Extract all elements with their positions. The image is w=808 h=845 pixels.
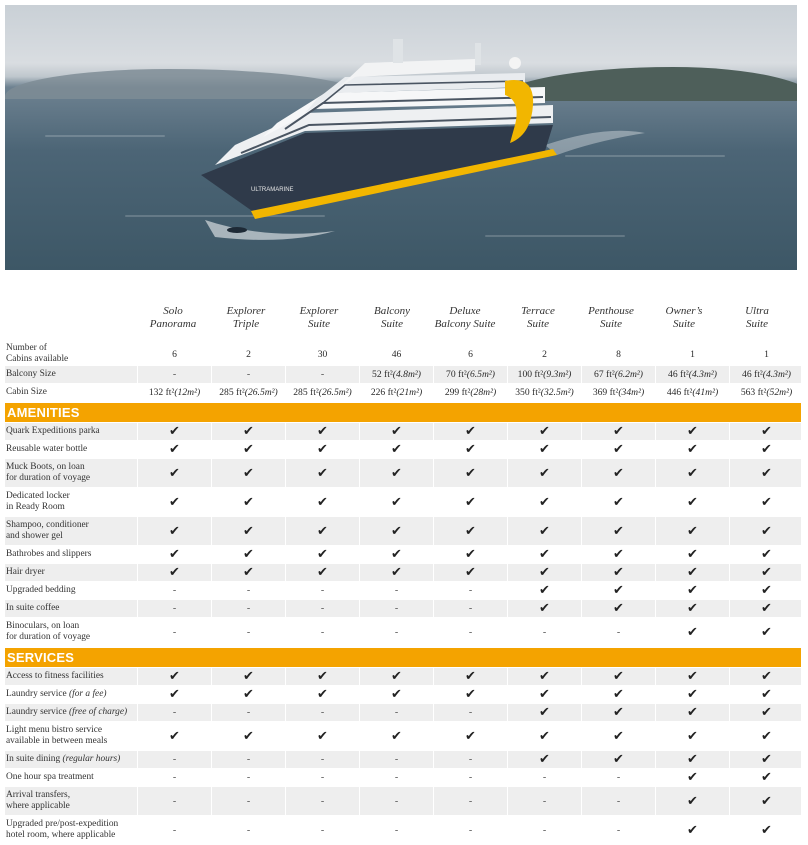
row-label-note: (free of charge)	[69, 707, 128, 717]
not-included-dash: -	[137, 816, 211, 844]
row-label: In suite coffee	[6, 603, 60, 613]
included-check-icon: ✔	[581, 441, 655, 458]
included-check-icon: ✔	[655, 600, 729, 617]
spec-cell: 446 ft² (41m²)	[655, 384, 729, 401]
not-included-dash: -	[581, 618, 655, 646]
included-check-icon: ✔	[729, 517, 803, 545]
feature-row	[5, 686, 801, 704]
included-check-icon: ✔	[581, 582, 655, 599]
included-check-icon: ✔	[729, 704, 803, 721]
included-check-icon: ✔	[285, 564, 359, 581]
spec-cell: 67 ft² (6.2m²)	[581, 366, 655, 383]
included-check-icon: ✔	[433, 546, 507, 563]
feature-row	[5, 488, 801, 517]
included-check-icon: ✔	[137, 722, 211, 750]
included-check-icon: ✔	[433, 441, 507, 458]
included-check-icon: ✔	[211, 441, 285, 458]
feature-row	[5, 751, 801, 769]
row-label: Cabin Size	[6, 387, 47, 397]
not-included-dash: -	[433, 769, 507, 786]
included-check-icon: ✔	[507, 459, 581, 487]
included-check-icon: ✔	[211, 722, 285, 750]
included-check-icon: ✔	[137, 686, 211, 703]
not-included-dash: -	[137, 600, 211, 617]
spec-cell: 2	[211, 343, 285, 365]
row-label: Quark Expeditions parka	[6, 426, 100, 436]
not-included-dash: -	[581, 787, 655, 815]
included-check-icon: ✔	[211, 564, 285, 581]
included-check-icon: ✔	[655, 423, 729, 440]
not-included-dash: -	[581, 769, 655, 786]
feature-row	[5, 459, 801, 488]
included-check-icon: ✔	[655, 816, 729, 844]
included-check-icon: ✔	[211, 686, 285, 703]
included-check-icon: ✔	[507, 751, 581, 768]
feature-row	[5, 722, 801, 751]
spec-cell: 132 ft² (12m²)	[137, 384, 211, 401]
spec-cell: 6	[137, 343, 211, 365]
row-label: Dedicated locker in Ready Room	[6, 491, 70, 512]
included-check-icon: ✔	[507, 722, 581, 750]
not-included-dash: -	[211, 751, 285, 768]
not-included-dash: -	[211, 769, 285, 786]
not-included-dash: -	[359, 816, 433, 844]
included-check-icon: ✔	[433, 517, 507, 545]
row-label: Bathrobes and slippers	[6, 549, 92, 559]
cabin-header-row	[5, 305, 801, 343]
included-check-icon: ✔	[729, 722, 803, 750]
included-check-icon: ✔	[655, 751, 729, 768]
ship-photo	[5, 5, 797, 270]
not-included-dash: -	[359, 582, 433, 599]
spec-cell: -	[211, 366, 285, 383]
spec-cell: 6	[433, 343, 507, 365]
spec-cell: 2	[507, 343, 581, 365]
cabin-header: Balcony Suite	[373, 305, 411, 330]
feature-row	[5, 618, 801, 647]
included-check-icon: ✔	[211, 546, 285, 563]
included-check-icon: ✔	[137, 488, 211, 516]
included-check-icon: ✔	[285, 668, 359, 685]
spec-cell: 1	[729, 343, 803, 365]
spec-cell: 46 ft² (4.3m²)	[729, 366, 803, 383]
spec-cell: 100 ft² (9.3m²)	[507, 366, 581, 383]
row-label: Number of Cabins available	[6, 343, 69, 364]
not-included-dash: -	[285, 769, 359, 786]
not-included-dash: -	[137, 704, 211, 721]
cabin-header: Penthouse Suite	[588, 305, 634, 330]
included-check-icon: ✔	[285, 441, 359, 458]
row-label: Arrival transfers, where applicable	[6, 790, 71, 811]
included-check-icon: ✔	[729, 668, 803, 685]
feature-row	[5, 769, 801, 787]
included-check-icon: ✔	[729, 564, 803, 581]
included-check-icon: ✔	[507, 704, 581, 721]
row-label: Laundry service (free of charge)	[6, 707, 128, 717]
included-check-icon: ✔	[655, 686, 729, 703]
not-included-dash: -	[211, 816, 285, 844]
included-check-icon: ✔	[729, 816, 803, 844]
not-included-dash: -	[137, 787, 211, 815]
row-label: Light menu bistro service available in between meals	[6, 725, 108, 746]
included-check-icon: ✔	[285, 722, 359, 750]
included-check-icon: ✔	[729, 582, 803, 599]
spec-cell: 8	[581, 343, 655, 365]
included-check-icon: ✔	[729, 546, 803, 563]
not-included-dash: -	[211, 618, 285, 646]
included-check-icon: ✔	[581, 564, 655, 581]
included-check-icon: ✔	[507, 546, 581, 563]
features-sections	[5, 403, 801, 845]
row-label-note: (regular hours)	[62, 754, 121, 764]
not-included-dash: -	[359, 769, 433, 786]
not-included-dash: -	[507, 787, 581, 815]
not-included-dash: -	[137, 769, 211, 786]
not-included-dash: -	[359, 751, 433, 768]
included-check-icon: ✔	[285, 686, 359, 703]
not-included-dash: -	[433, 704, 507, 721]
cabin-header: Explorer Suite	[299, 305, 339, 330]
included-check-icon: ✔	[433, 564, 507, 581]
included-check-icon: ✔	[655, 668, 729, 685]
ship-illustration	[5, 5, 797, 270]
included-check-icon: ✔	[359, 459, 433, 487]
row-label: In suite dining (regular hours)	[6, 754, 121, 764]
not-included-dash: -	[211, 582, 285, 599]
not-included-dash: -	[211, 704, 285, 721]
feature-row	[5, 787, 801, 816]
included-check-icon: ✔	[581, 600, 655, 617]
included-check-icon: ✔	[285, 488, 359, 516]
included-check-icon: ✔	[655, 722, 729, 750]
spec-row	[5, 366, 801, 384]
included-check-icon: ✔	[581, 722, 655, 750]
included-check-icon: ✔	[581, 517, 655, 545]
included-check-icon: ✔	[581, 668, 655, 685]
section-title: SERVICES	[7, 650, 75, 665]
included-check-icon: ✔	[359, 423, 433, 440]
not-included-dash: -	[285, 751, 359, 768]
row-label: Access to fitness facilities	[6, 671, 104, 681]
included-check-icon: ✔	[359, 546, 433, 563]
included-check-icon: ✔	[655, 546, 729, 563]
not-included-dash: -	[433, 751, 507, 768]
section-band	[5, 403, 801, 422]
spec-cell: -	[137, 366, 211, 383]
not-included-dash: -	[285, 787, 359, 815]
ship-name: ULTRAMARINE	[251, 187, 294, 193]
spec-row	[5, 343, 801, 366]
included-check-icon: ✔	[729, 459, 803, 487]
included-check-icon: ✔	[655, 769, 729, 786]
included-check-icon: ✔	[655, 517, 729, 545]
included-check-icon: ✔	[507, 600, 581, 617]
not-included-dash: -	[285, 816, 359, 844]
feature-row	[5, 546, 801, 564]
spec-cell: 563 ft² (52m²)	[729, 384, 803, 401]
row-label: Balcony Size	[6, 369, 56, 379]
included-check-icon: ✔	[433, 722, 507, 750]
included-check-icon: ✔	[655, 618, 729, 646]
included-check-icon: ✔	[137, 546, 211, 563]
included-check-icon: ✔	[507, 423, 581, 440]
section-band	[5, 648, 801, 667]
included-check-icon: ✔	[137, 517, 211, 545]
included-check-icon: ✔	[359, 517, 433, 545]
cabin-header: Solo Panorama	[149, 305, 197, 330]
included-check-icon: ✔	[729, 787, 803, 815]
spec-cell: 299 ft² (28m²)	[433, 384, 507, 401]
row-label: Upgraded pre/post-expedition hotel room, where applicable	[6, 819, 119, 840]
included-check-icon: ✔	[655, 441, 729, 458]
included-check-icon: ✔	[581, 459, 655, 487]
spec-cell: 226 ft² (21m²)	[359, 384, 433, 401]
not-included-dash: -	[211, 600, 285, 617]
cabin-header: Terrace Suite	[521, 305, 555, 330]
spec-cell: 46	[359, 343, 433, 365]
included-check-icon: ✔	[211, 459, 285, 487]
included-check-icon: ✔	[137, 441, 211, 458]
included-check-icon: ✔	[729, 769, 803, 786]
not-included-dash: -	[433, 600, 507, 617]
feature-row	[5, 564, 801, 582]
feature-row	[5, 704, 801, 722]
included-check-icon: ✔	[507, 488, 581, 516]
included-check-icon: ✔	[285, 459, 359, 487]
not-included-dash: -	[433, 618, 507, 646]
included-check-icon: ✔	[137, 668, 211, 685]
not-included-dash: -	[359, 787, 433, 815]
section-title: AMENITIES	[7, 405, 80, 420]
cabin-header: Ultra Suite	[745, 305, 769, 330]
spec-cell: 1	[655, 343, 729, 365]
feature-row	[5, 600, 801, 618]
spec-row	[5, 384, 801, 402]
spec-cell: 30	[285, 343, 359, 365]
spec-cell: 52 ft² (4.8m²)	[359, 366, 433, 383]
row-label: Shampoo, conditioner and shower gel	[6, 520, 89, 541]
feature-row	[5, 517, 801, 546]
included-check-icon: ✔	[211, 488, 285, 516]
not-included-dash: -	[137, 751, 211, 768]
included-check-icon: ✔	[359, 564, 433, 581]
included-check-icon: ✔	[359, 488, 433, 516]
not-included-dash: -	[581, 816, 655, 844]
included-check-icon: ✔	[433, 488, 507, 516]
row-label: Muck Boots, on loan for duration of voyage	[6, 462, 91, 483]
included-check-icon: ✔	[729, 441, 803, 458]
feature-row	[5, 816, 801, 845]
feature-row	[5, 668, 801, 686]
included-check-icon: ✔	[655, 582, 729, 599]
included-check-icon: ✔	[655, 459, 729, 487]
cabin-comparison-table	[5, 305, 801, 845]
included-check-icon: ✔	[507, 668, 581, 685]
included-check-icon: ✔	[433, 423, 507, 440]
row-label: Laundry service (for a fee)	[6, 689, 107, 699]
spec-cell: 350 ft² (32.5m²)	[507, 384, 581, 401]
not-included-dash: -	[285, 704, 359, 721]
included-check-icon: ✔	[729, 618, 803, 646]
not-included-dash: -	[507, 769, 581, 786]
spec-cell: 285 ft² (26.5m²)	[285, 384, 359, 401]
included-check-icon: ✔	[211, 668, 285, 685]
row-label: Upgraded bedding	[6, 585, 76, 595]
included-check-icon: ✔	[507, 441, 581, 458]
included-check-icon: ✔	[507, 582, 581, 599]
included-check-icon: ✔	[359, 668, 433, 685]
included-check-icon: ✔	[433, 459, 507, 487]
not-included-dash: -	[285, 582, 359, 599]
cabin-header: Deluxe Balcony Suite	[434, 305, 496, 330]
included-check-icon: ✔	[729, 686, 803, 703]
spec-cell: 46 ft² (4.3m²)	[655, 366, 729, 383]
included-check-icon: ✔	[655, 488, 729, 516]
included-check-icon: ✔	[285, 517, 359, 545]
not-included-dash: -	[507, 618, 581, 646]
not-included-dash: -	[211, 787, 285, 815]
included-check-icon: ✔	[211, 423, 285, 440]
row-label: Reusable water bottle	[6, 444, 88, 454]
included-check-icon: ✔	[137, 423, 211, 440]
not-included-dash: -	[507, 816, 581, 844]
included-check-icon: ✔	[137, 564, 211, 581]
cabin-header: Owner’s Suite	[665, 305, 703, 330]
included-check-icon: ✔	[581, 546, 655, 563]
included-check-icon: ✔	[581, 704, 655, 721]
row-label: Binoculars, on loan for duration of voyage	[6, 621, 91, 642]
not-included-dash: -	[137, 618, 211, 646]
included-check-icon: ✔	[359, 686, 433, 703]
spec-cell: -	[285, 366, 359, 383]
included-check-icon: ✔	[581, 488, 655, 516]
included-check-icon: ✔	[137, 459, 211, 487]
not-included-dash: -	[359, 618, 433, 646]
not-included-dash: -	[433, 582, 507, 599]
included-check-icon: ✔	[359, 441, 433, 458]
included-check-icon: ✔	[581, 423, 655, 440]
feature-row	[5, 423, 801, 441]
included-check-icon: ✔	[507, 517, 581, 545]
not-included-dash: -	[285, 618, 359, 646]
included-check-icon: ✔	[433, 668, 507, 685]
spec-cell: 70 ft² (6.5m²)	[433, 366, 507, 383]
included-check-icon: ✔	[507, 686, 581, 703]
not-included-dash: -	[359, 704, 433, 721]
not-included-dash: -	[137, 582, 211, 599]
cabin-header: Explorer Triple	[226, 305, 266, 330]
included-check-icon: ✔	[655, 787, 729, 815]
included-check-icon: ✔	[285, 546, 359, 563]
included-check-icon: ✔	[729, 751, 803, 768]
included-check-icon: ✔	[359, 722, 433, 750]
included-check-icon: ✔	[581, 751, 655, 768]
specs-section	[5, 343, 801, 402]
included-check-icon: ✔	[285, 423, 359, 440]
included-check-icon: ✔	[655, 704, 729, 721]
included-check-icon: ✔	[729, 423, 803, 440]
included-check-icon: ✔	[581, 686, 655, 703]
included-check-icon: ✔	[507, 564, 581, 581]
feature-row	[5, 441, 801, 459]
not-included-dash: -	[433, 816, 507, 844]
spec-cell: 369 ft² (34m²)	[581, 384, 655, 401]
spec-cell: 285 ft² (26.5m²)	[211, 384, 285, 401]
not-included-dash: -	[433, 787, 507, 815]
not-included-dash: -	[285, 600, 359, 617]
included-check-icon: ✔	[729, 488, 803, 516]
included-check-icon: ✔	[211, 517, 285, 545]
row-label-note: (for a fee)	[69, 689, 107, 699]
included-check-icon: ✔	[655, 564, 729, 581]
feature-row	[5, 582, 801, 600]
not-included-dash: -	[359, 600, 433, 617]
row-label: One hour spa treatment	[6, 772, 94, 782]
included-check-icon: ✔	[729, 600, 803, 617]
included-check-icon: ✔	[433, 686, 507, 703]
row-label: Hair dryer	[6, 567, 45, 577]
